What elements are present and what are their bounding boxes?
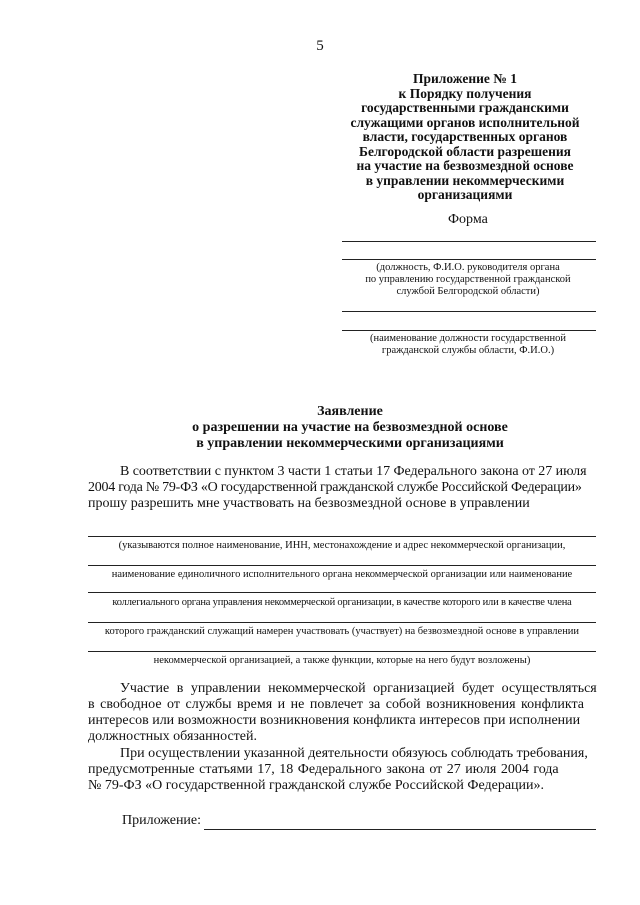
paragraph-obligation xyxy=(88,746,596,794)
applicant-line[interactable] xyxy=(342,311,596,312)
appendix-line: на участие на безвозмездной основе xyxy=(356,158,574,173)
paragraph-line: предусмотренные статьями 17, 18 Федерального закона от 27 июля 2004 года xyxy=(88,762,559,777)
organization-caption: некоммерческой организацией, а также функции, которые на него будут возложены) xyxy=(153,655,531,666)
attachment-line[interactable] xyxy=(204,829,596,830)
applicant-caption xyxy=(340,333,596,357)
organization-line[interactable] xyxy=(88,622,596,623)
organization-line[interactable] xyxy=(88,651,596,652)
title-line: в управлении некоммерческими организациями xyxy=(196,436,504,451)
paragraph-line: Участие в управлении некоммерческой организацией будет осуществляться xyxy=(120,681,597,696)
attachment-label: Приложение: xyxy=(122,813,202,828)
appendix-line: организациями xyxy=(417,187,513,202)
organization-line[interactable] xyxy=(88,565,596,566)
caption-line: службой Белгородской области) xyxy=(396,286,540,297)
appendix-line: Приложение № 1 xyxy=(413,71,517,86)
appendix-line: государственными гражданскими xyxy=(361,100,569,115)
paragraph-line: В соответствии с пунктом 3 части 1 статьи 17 Федерального закона от 27 июля xyxy=(120,464,587,479)
paragraph-line: прошу разрешить мне участвовать на безвозмездной основе в управлении xyxy=(88,496,530,511)
applicant-line[interactable] xyxy=(342,330,596,331)
page-number: 5 xyxy=(316,38,324,54)
paragraph-line: в свободное от службы время и не повлечет за собой возникновения конфликта xyxy=(88,697,584,712)
caption-line: гражданской службы области, Ф.И.О.) xyxy=(381,345,555,356)
paragraph-line: При осуществлении указанной деятельности обязуюсь соблюдать требования, xyxy=(120,746,588,761)
appendix-line: к Порядку получения xyxy=(398,85,532,101)
organization-caption: наименование единоличного исполнительного органа некоммерческой организации или наименование xyxy=(111,569,573,580)
caption-line: (должность, Ф.И.О. руководителя органа xyxy=(376,262,560,273)
form-label: Форма xyxy=(448,212,488,227)
paragraph-request xyxy=(88,464,596,512)
paragraph-line: должностных обязанностей. xyxy=(88,729,257,744)
appendix-line: служащими органов исполнительной xyxy=(350,114,580,130)
title-line: о разрешении на участие на безвозмездной основе xyxy=(192,420,508,435)
appendix-line: Белгородской области разрешения xyxy=(359,143,571,159)
paragraph-conflict xyxy=(88,681,596,745)
statement-title xyxy=(150,404,550,452)
paragraph-line: интересов или возможности возникновения конфликта интересов при исполнении xyxy=(88,713,581,728)
organization-caption: которого гражданский служащий намерен участвовать (участвует) на безвозмездной основе в управлении xyxy=(104,626,580,637)
organization-caption: коллегиального органа управления некоммерческой организации, в качестве которого или в качестве члена xyxy=(112,597,572,608)
paragraph-line: 2004 года № 79-ФЗ «О государственной гражданской службе Российской Федерации» xyxy=(88,480,582,495)
addressee-line[interactable] xyxy=(342,259,596,260)
organization-caption: (указываются полное наименование, ИНН, местонахождение и адрес некоммерческой организации, xyxy=(118,540,566,551)
caption-line: (наименование должности государственной xyxy=(370,333,566,344)
organization-line[interactable] xyxy=(88,536,596,537)
organization-line[interactable] xyxy=(88,592,596,593)
paragraph-line: № 79-ФЗ «О государственной гражданской службе Российской Федерации». xyxy=(88,778,545,793)
addressee-caption xyxy=(340,262,596,298)
caption-line: по управлению государственной гражданской xyxy=(365,274,571,285)
addressee-line[interactable] xyxy=(342,241,596,242)
appendix-header xyxy=(330,72,600,203)
appendix-line: власти, государственных органов xyxy=(362,129,568,144)
appendix-line: в управлении некоммерческими xyxy=(365,172,565,188)
title-line: Заявление xyxy=(317,404,383,419)
